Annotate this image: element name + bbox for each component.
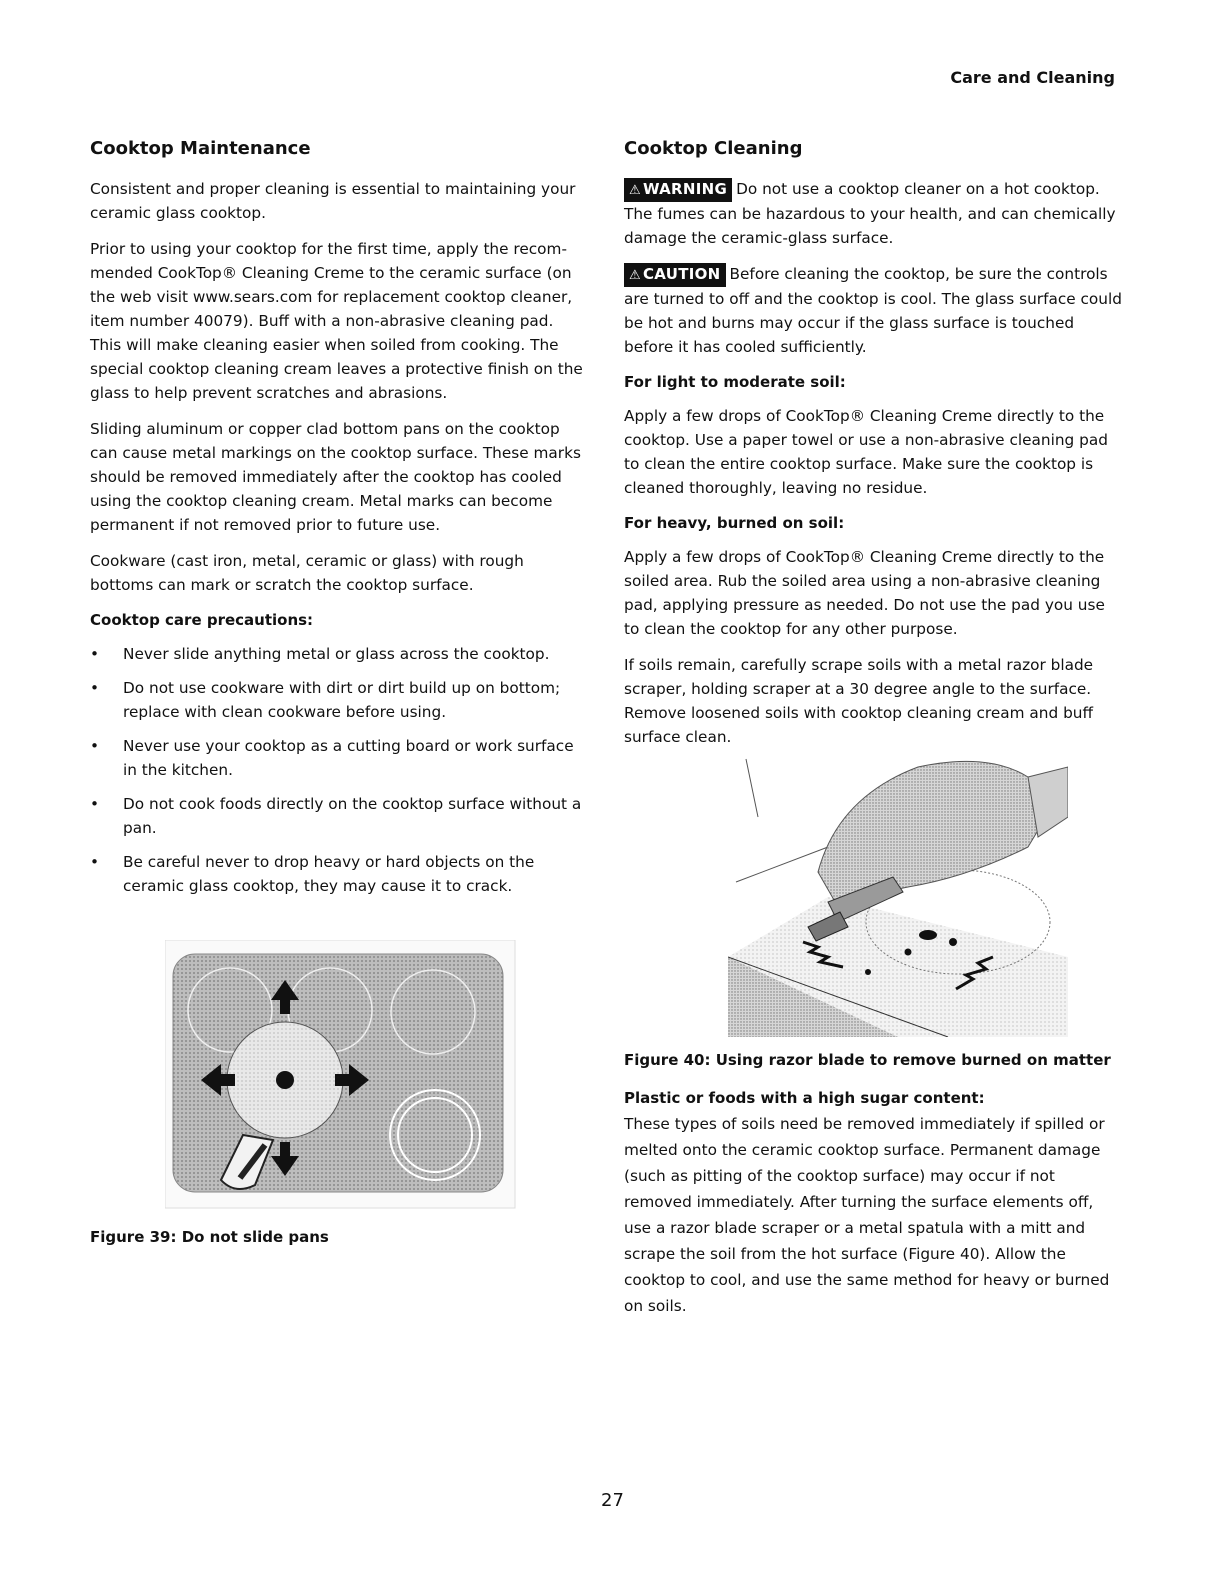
heavy-soil-text: Apply a few drops of CookTop® Cleaning Creme directly to the soiled area. Rub the soiled area using a non-abrasive cleaning pad, applying pressure as needed. Do not use the pad you use to clean the cooktop for any other purpose. — [624, 548, 1105, 638]
list-item-text: Do not cook foods directly on the cooktop surface without a pan. — [123, 795, 582, 837]
list-item — [90, 642, 588, 666]
section-header: Care and Cleaning — [950, 68, 1115, 87]
figure-39-caption: Figure 39: Do not slide pans — [90, 1228, 329, 1246]
list-item-text: Never slide anything metal or glass across the cooktop. — [123, 645, 550, 663]
left-column — [90, 138, 588, 908]
caution-paragraph — [624, 262, 1122, 359]
light-soil-text: Apply a few drops of CookTop® Cleaning Creme directly to the cooktop. Use a paper towel or use a non-abrasive cleaning pad to clean the entire cooktop surface. Make sure the cooktop is cleaned thoroughly, leaving no residue. — [624, 407, 1108, 497]
bullet: • — [90, 679, 100, 697]
sugar-title: Plastic or foods with a high sugar content: — [624, 1089, 985, 1107]
warning-label: WARNING — [642, 180, 728, 198]
sugar-section — [624, 1087, 1122, 1331]
bullet: • — [90, 795, 100, 813]
maintenance-paragraph-2: Prior to using your cooktop for the first time, apply the recom-mended CookTop® Cleaning Creme to the ceramic surface (on the web visit www.sears.com for replacement cooktop cleaner, item number 40079). Buff with a non-abrasive cleaning pad. This will make cleaning easier when soiled from cooking. The special cooktop cleaning cream leaves a protective finish on the glass to help prevent scratches and abrasions. — [90, 240, 583, 402]
list-item-text: Do not use cookware with dirt or dirt build up on bottom; replace with clean cookware before using. — [123, 679, 561, 721]
list-item — [90, 676, 588, 724]
maintenance-title: Cooktop Maintenance — [90, 138, 311, 159]
bullet: • — [90, 853, 100, 871]
razor-scraper-illustration — [728, 757, 1068, 1037]
warning-paragraph — [624, 177, 1122, 250]
list-item — [90, 792, 588, 840]
right-column — [624, 138, 1122, 761]
cleaning-title: Cooktop Cleaning — [624, 138, 803, 159]
cooktop-illustration — [165, 940, 517, 1212]
caution-badge — [624, 263, 726, 287]
list-item-text: Be careful never to drop heavy or hard objects on the ceramic glass cooktop, they may cause it to crack. — [123, 853, 535, 895]
maintenance-paragraph-4: Cookware (cast iron, metal, ceramic or glass) with rough bottoms can mark or scratch the cooktop surface. — [90, 552, 524, 594]
precautions-title: Cooktop care precautions: — [90, 611, 314, 629]
warning-icon: ⚠ — [629, 183, 641, 198]
light-soil-title: For light to moderate soil: — [624, 373, 846, 391]
maintenance-paragraph-1: Consistent and proper cleaning is essential to maintaining your ceramic glass cooktop. — [90, 180, 576, 222]
maintenance-paragraph-3: Sliding aluminum or copper clad bottom pans on the cooktop can cause metal markings on the cooktop surface. These marks should be removed immediately after the cooktop has cooled using the cooktop cleaning cream. Metal marks can become permanent if not removed prior to future use. — [90, 420, 581, 534]
sugar-text: These types of soils need be removed immediately if spilled or melted onto the ceramic cooktop surface. Permanent damage (such as pitting of the cooktop surface) may occur if not removed immediately. After turning the surface elements off, use a razor blade scraper or a metal spatula with a mitt and scrape the soil from the hot surface (Figure 40). Allow the cooktop to cool, and use the same method for heavy or burned on soils. — [624, 1115, 1110, 1315]
list-item — [90, 734, 588, 782]
list-item — [90, 850, 588, 898]
warning-text: Do not use a cooktop cleaner on a hot cooktop. The fumes can be hazardous to your health, and can chemically damage the ceramic-glass surface. — [624, 180, 1116, 247]
caution-label: CAUTION — [642, 265, 721, 283]
page-number: 27 — [601, 1490, 624, 1511]
list-item-text: Never use your cooktop as a cutting board or work surface in the kitchen. — [123, 737, 574, 779]
caution-text: Before cleaning the cooktop, be sure the controls are turned to off and the cooktop is cool. The glass surface could be hot and burns may occur if the glass surface is touched before it has cooled sufficiently. — [624, 265, 1122, 356]
caution-icon: ⚠ — [629, 268, 641, 283]
figure-40-caption: Figure 40: Using razor blade to remove burned on matter — [624, 1051, 1111, 1069]
heavy-soil-title: For heavy, burned on soil: — [624, 514, 845, 532]
bullet: • — [90, 645, 100, 663]
precautions-list — [90, 642, 588, 898]
remaining-soil-text: If soils remain, carefully scrape soils with a metal razor blade scraper, holding scraper at a 30 degree angle to the surface. Remove loosened soils with cooktop cleaning cream and buff surface clean. — [624, 656, 1094, 746]
bullet: • — [90, 737, 100, 755]
warning-badge — [624, 178, 732, 202]
